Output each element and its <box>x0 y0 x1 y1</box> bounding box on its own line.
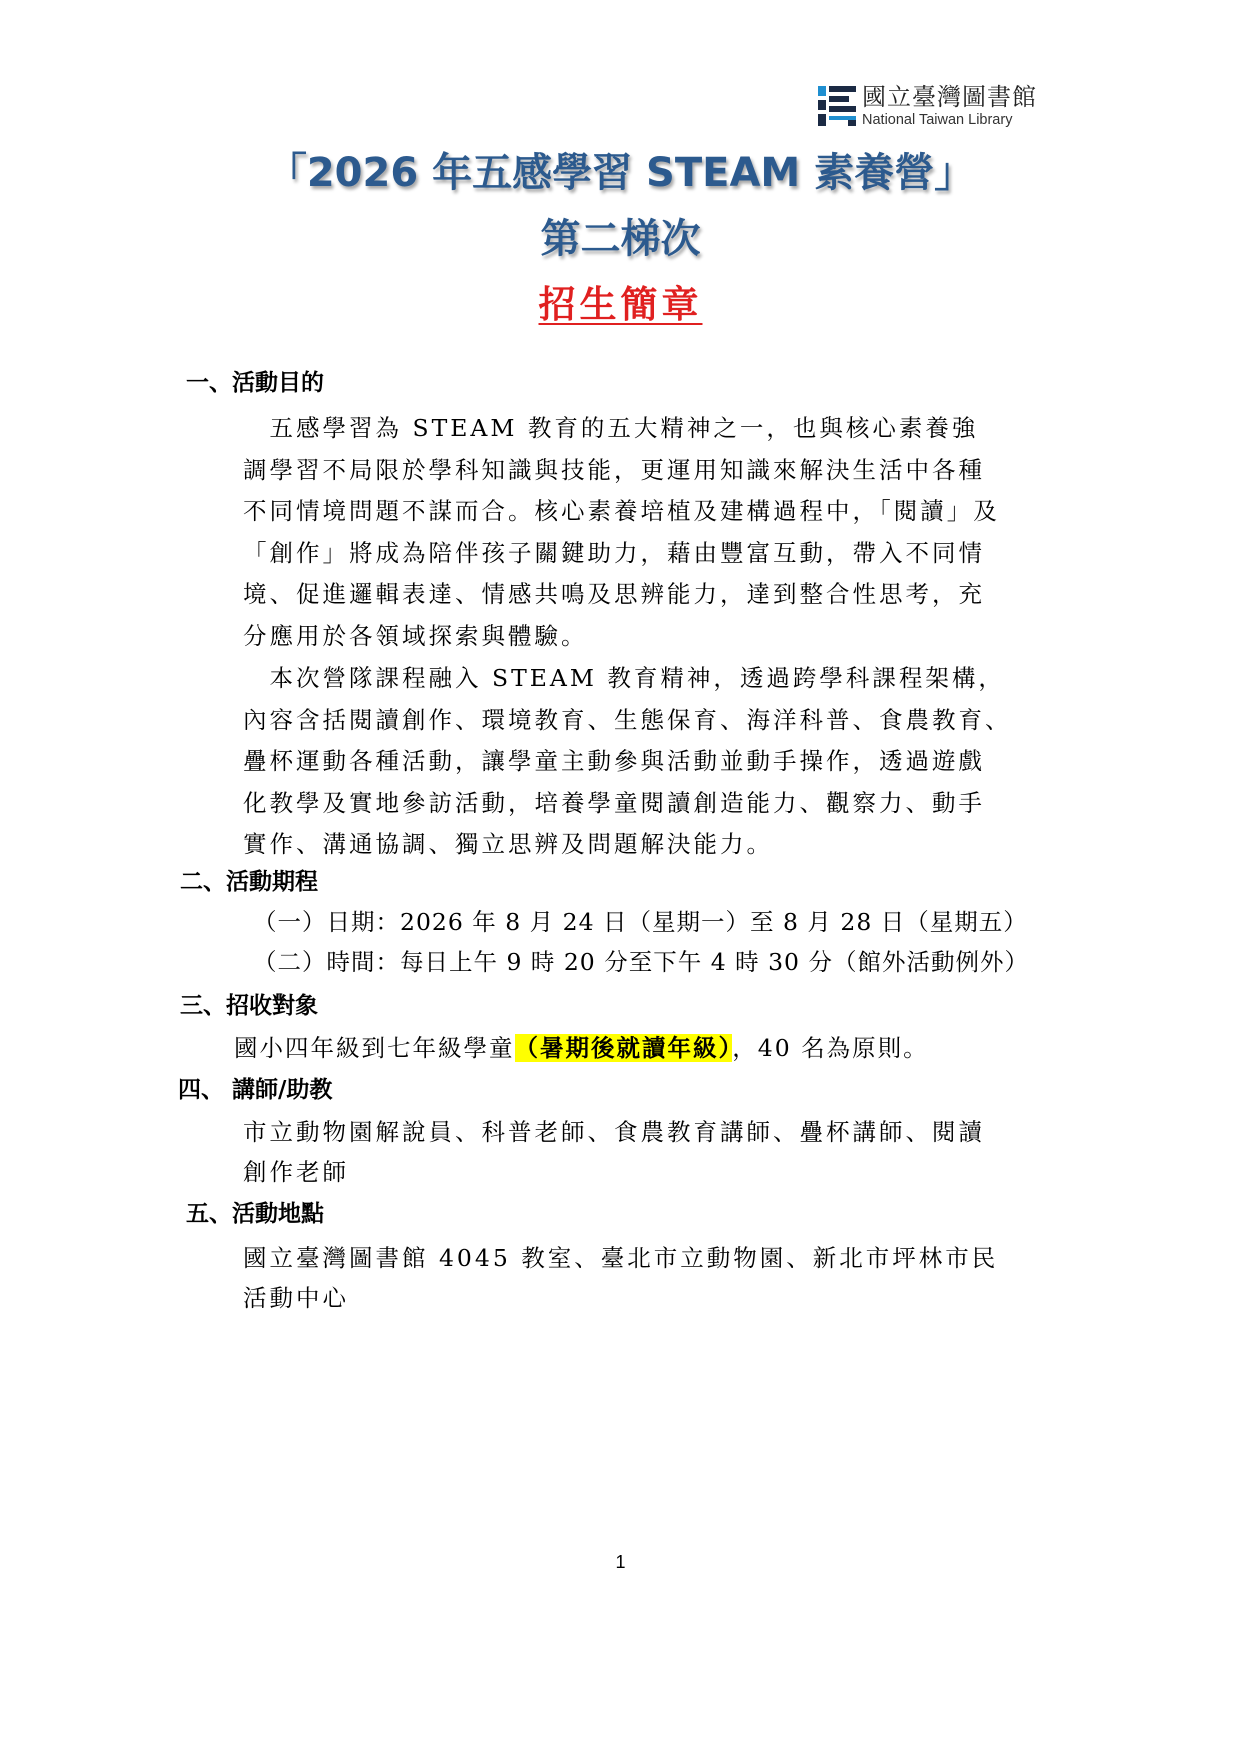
target-text: 國小四年級到七年級學童 <box>234 1034 515 1062</box>
target-description <box>234 1032 929 1064</box>
paragraph-line: 創作老師 <box>243 1158 349 1186</box>
paragraph-line: 不同情境問題不謀而合。核心素養培植及建構過程中，「閱讀」及 <box>243 497 1000 526</box>
paragraph-line: 疊杯運動各種活動，讓學童主動參與活動並動手操作，透過遊戲 <box>243 747 985 776</box>
schedule-time: （二）時間：每日上午 9 時 20 分至下午 4 時 30 分（館外活動例外） <box>253 948 1029 976</box>
paragraph-line: 國立臺灣圖書館 4045 教室、臺北市立動物園、新北市坪林市民 <box>243 1244 999 1272</box>
paragraph-line: 調學習不局限於學科知識與技能，更運用知識來解決生活中各種 <box>243 455 985 484</box>
document-subtitle <box>0 278 1241 330</box>
section-purpose-para1 <box>243 408 1000 658</box>
document-title: 「2026 年五感學習 STEAM 素養營」 <box>266 150 975 196</box>
ntl-logo <box>818 84 1048 130</box>
section-instructors-heading: 四、 講師/助教 <box>178 1076 333 1103</box>
document-title-batch: 第二梯次 <box>540 216 701 262</box>
paragraph-line: 本次營隊課程融入 STEAM 教育精神，透過跨學科課程架構， <box>243 664 1005 692</box>
paragraph-line: 實作、溝通協調、獨立思辨及問題解決能力。 <box>243 830 773 859</box>
logo-name-cn: 國立臺灣圖書館 <box>862 83 1037 111</box>
section-purpose-para2 <box>243 658 1012 866</box>
schedule-date: （一）日期：2026 年 8 月 24 日（星期一）至 8 月 28 日（星期五） <box>253 908 1028 936</box>
subtitle-text: 招生簡章 <box>538 282 703 326</box>
paragraph-line: 活動中心 <box>243 1284 349 1312</box>
paragraph-line: 市立動物園解說員、科普老師、食農教育講師、疊杯講師、閱讀 <box>243 1118 985 1146</box>
target-highlight: （暑期後就讀年級） <box>514 1034 733 1062</box>
page-number: 1 <box>615 1552 626 1572</box>
paragraph-line: 五感學習為 STEAM 教育的五大精神之一，也與核心素養強 <box>243 414 979 442</box>
paragraph-line: 分應用於各領域探索與體驗。 <box>243 621 588 650</box>
target-text-after: ，40 名為原則。 <box>732 1034 929 1062</box>
ntl-logo-icon <box>818 86 856 126</box>
logo-name-en: National Taiwan Library <box>862 112 1013 128</box>
paragraph-line: 「創作」將成為陪伴孩子關鍵助力，藉由豐富互動，帶入不同情 <box>243 538 985 567</box>
section-purpose-heading: 一、活動目的 <box>186 369 324 396</box>
section-schedule-heading: 二、活動期程 <box>180 868 318 895</box>
paragraph-line: 內容含括閱讀創作、環境教育、生態保育、海洋科普、食農教育、 <box>243 705 1012 734</box>
section-location-body <box>243 1238 998 1318</box>
section-target-heading: 三、招收對象 <box>180 992 318 1019</box>
paragraph-line: 境、促進邏輯表達、情感共鳴及思辨能力，達到整合性思考，充 <box>243 580 985 609</box>
section-location-heading: 五、活動地點 <box>186 1200 324 1227</box>
section-instructors-body <box>243 1112 985 1192</box>
paragraph-line: 化教學及實地參訪活動，培養學童閱讀創造能力、觀察力、動手 <box>243 788 985 817</box>
